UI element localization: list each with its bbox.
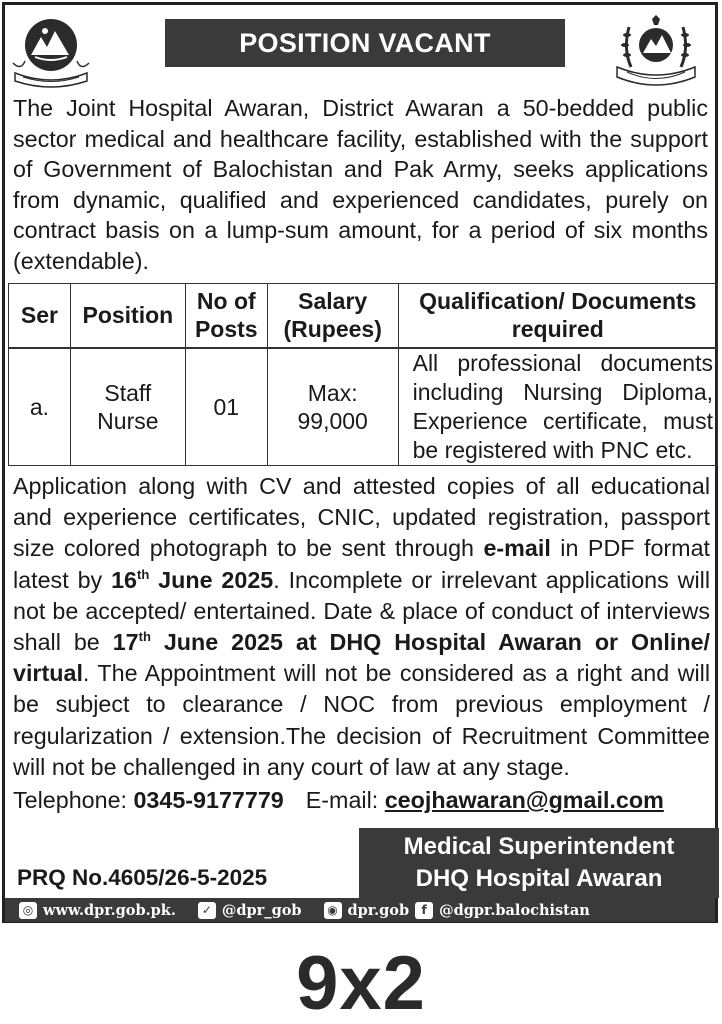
cell-position: Staff Nurse: [70, 348, 185, 466]
header-ser: Ser: [9, 284, 71, 348]
header-salary: Salary (Rupees): [267, 284, 398, 348]
signatory-office: DHQ Hospital Awaran: [415, 865, 663, 892]
advertisement: [2, 2, 718, 923]
header-position: Position: [70, 284, 185, 348]
prq-number: PRQ No.4605/26-5-2025: [17, 865, 268, 890]
table-row: [9, 348, 718, 466]
cell-posts: 01: [185, 348, 267, 466]
footer-facebook[interactable]: @dgpr.balochistan: [439, 901, 590, 919]
header-posts: No of Posts: [185, 284, 267, 348]
balochistan-emblem-logo: [11, 15, 91, 89]
signature-block: [359, 828, 719, 898]
table-header-row: [9, 284, 718, 348]
cell-ser: a.: [9, 348, 71, 466]
facebook-icon: f: [415, 902, 433, 919]
footer-instagram[interactable]: dpr.gob: [347, 901, 410, 919]
cell-qualification: All professional documents including Nursing Diploma, Experience certificate, must be registered with PNC etc.: [398, 348, 717, 466]
vacancy-table: [8, 283, 718, 466]
globe-icon: ◎: [19, 902, 37, 919]
page-title: POSITION VACANT: [165, 19, 565, 67]
footer-twitter[interactable]: @dpr_gob: [221, 901, 302, 919]
signatory-title: Medical Superintendent: [403, 833, 675, 860]
contact-line: Telephone: 0345-9177779 E-mail: ceojhawaran@gmail.com: [13, 787, 664, 813]
footer-website[interactable]: www.dpr.gob.pk.: [43, 901, 176, 919]
twitter-icon: ✓: [198, 902, 216, 919]
interview-date: 17th June 2025 at DHQ Hospital Awaran or Online/ virtual: [13, 629, 710, 687]
email-link[interactable]: ceojhawaran@gmail.com: [384, 787, 664, 813]
intro-paragraph: The Joint Hospital Awaran, District Awaran a 50-bedded public sector medical and healthcare facility, established with the support of Government of Balochistan and Pak Army, seeks applications from dynamic, qualified and experienced candidates, purely on contract basis on a lump-sum amount, for a period of six months (extendable).: [13, 95, 708, 274]
instagram-icon: ◉: [324, 902, 342, 919]
health-department-emblem-logo: [615, 13, 697, 87]
telephone-number: 0345-9177779: [133, 787, 284, 813]
application-instructions: Application along with CV and attested copies of all educational and experience certificates, CNIC, updated registration, passport size colored photograph to be sent through e-mail in PDF format latest by 16th June 2025. Incomplete or irrelevant applications will not be accepted/ entertained. Date & place of conduct of interviews shall be 17th June 2025 at DHQ Hospital Awaran or Online/ virtual. The Appointment will not be considered as a right and will be subject to clearance / NOC from previous employment / regularization / extension.The decision of Recruitment Committee will not be challenged in any court of law at any stage.: [13, 473, 710, 780]
footer-bar: [5, 898, 715, 922]
ad-size-tag: 9x2: [296, 941, 426, 1024]
cell-salary: Max: 99,000: [267, 348, 398, 466]
header-qualification: Qualification/ Documents required: [398, 284, 717, 348]
deadline-date: 16th June 2025: [111, 566, 274, 593]
